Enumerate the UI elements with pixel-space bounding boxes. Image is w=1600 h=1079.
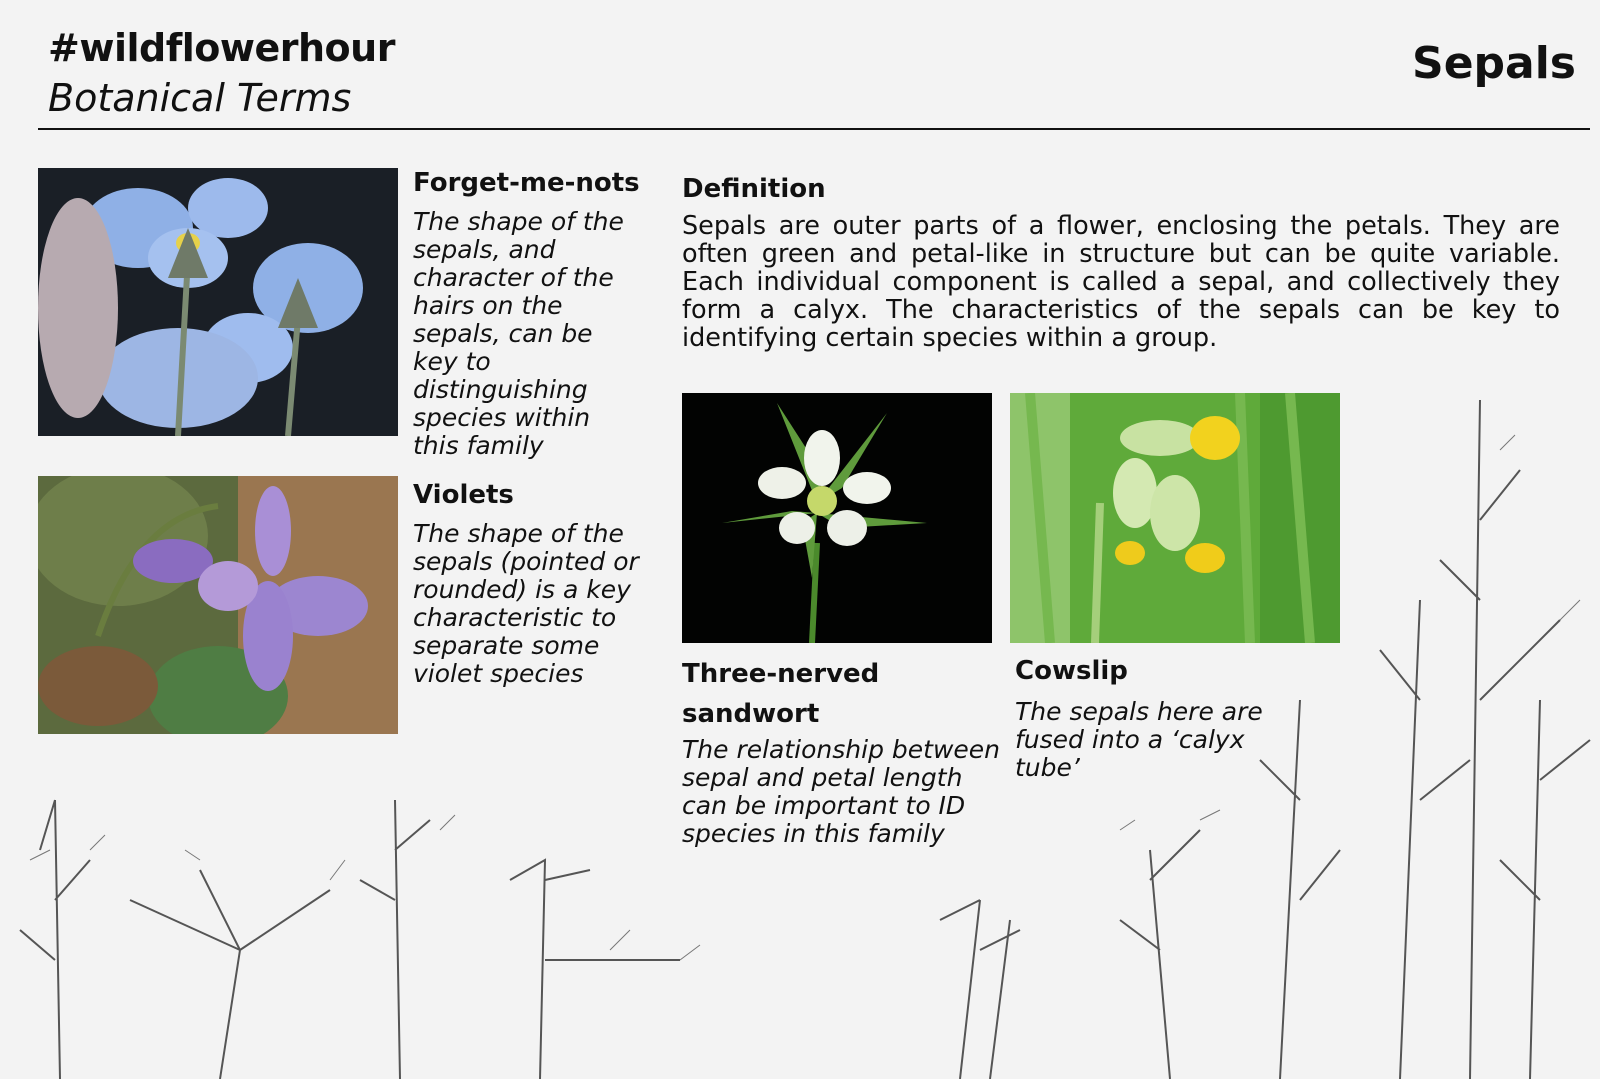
header-divider bbox=[38, 128, 1590, 130]
violet-photo bbox=[38, 476, 398, 734]
definition-heading: Definition bbox=[682, 174, 826, 204]
violets-heading: Violets bbox=[413, 480, 514, 510]
forget-me-not-photo bbox=[38, 168, 398, 436]
sandwort-heading: Three-nerved sandwort bbox=[682, 659, 880, 729]
cowslip-caption: The sepals here are fused into a ‘calyx tube’ bbox=[1015, 697, 1263, 782]
sandwort-caption: The relationship between sepal and petal length can be important to ID species in this family bbox=[682, 735, 1000, 848]
violets-caption: The shape of the sepals (pointed or rounded) is a key characteristic to separate some violet species bbox=[413, 519, 639, 688]
brand-hashtag: #wildflowerhour bbox=[48, 26, 395, 70]
page-title: Sepals bbox=[1412, 38, 1576, 89]
forget-me-nots-caption: The shape of the sepals, and character of the hairs on the sepals, can be key to distinguishing species within this family bbox=[413, 207, 624, 460]
cowslip-heading: Cowslip bbox=[1015, 656, 1128, 686]
cowslip-photo bbox=[1010, 393, 1340, 643]
sandwort-photo bbox=[682, 393, 992, 643]
forget-me-nots-heading: Forget-me-nots bbox=[413, 168, 640, 198]
page-subtitle: Botanical Terms bbox=[48, 76, 352, 120]
definition-text: Sepals are outer parts of a flower, enclosing the petals. They are often green and petal-like in structure but can be quite variable. Each individual component is called a sepal, and collectively they form a calyx. The characteristics of the sepals can be key to identifying certain species within a group. bbox=[682, 211, 1560, 353]
